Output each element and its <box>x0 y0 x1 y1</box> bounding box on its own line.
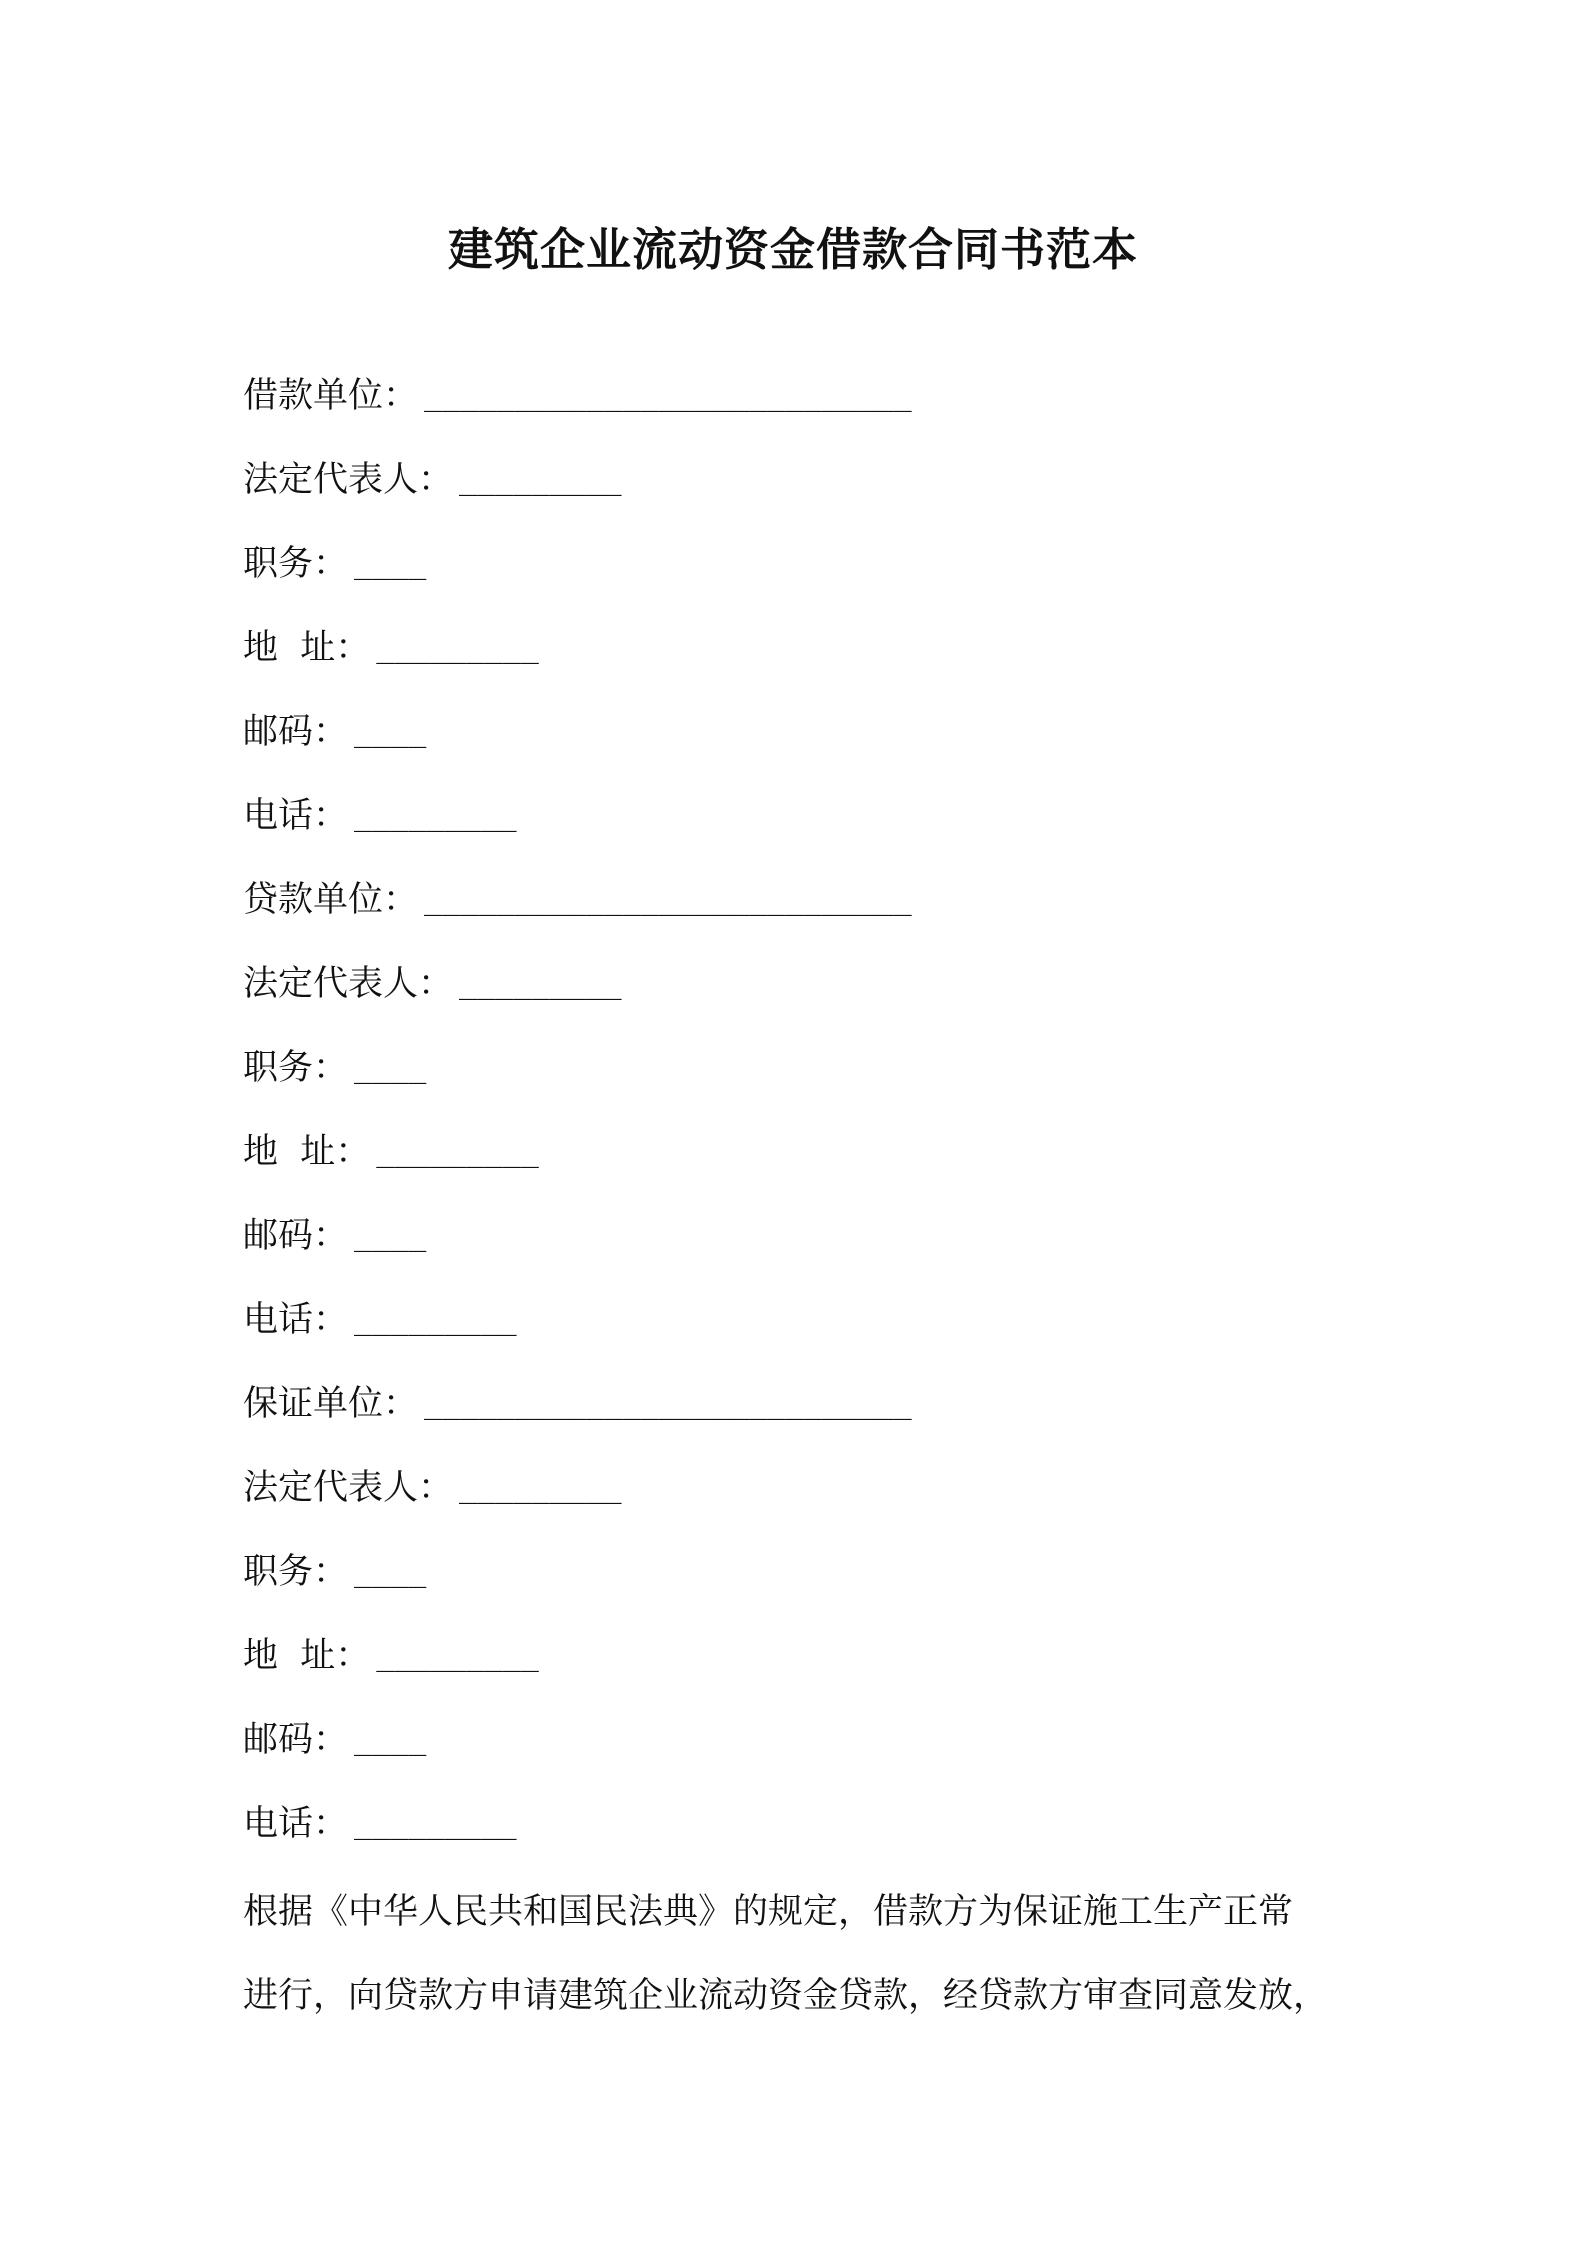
field-label: 保证单位： <box>243 1384 419 1424</box>
field-blank: _________ <box>354 1806 517 1841</box>
field-label: 职务： <box>243 1048 349 1088</box>
guarantor-position-row <box>243 1544 1363 1628</box>
field-label: 借款单位： <box>243 376 419 416</box>
guarantor-address-row <box>243 1628 1363 1712</box>
field-blank: ____ <box>354 546 427 581</box>
document-title: 建筑企业流动资金借款合同书范本 <box>447 223 1138 276</box>
field-label: 地 址： <box>243 628 371 668</box>
body-line: 进行，向贷款方申请建筑企业流动资金贷款，经贷款方审查同意发放， <box>243 1976 1329 2016</box>
lender-phone-row <box>243 1292 1363 1376</box>
field-blank: _________ <box>354 798 517 833</box>
guarantor-legal-rep-row <box>243 1460 1363 1544</box>
field-blank: ___________________________ <box>424 882 912 917</box>
field-blank: ____ <box>354 1218 427 1253</box>
field-label: 邮码： <box>243 1216 349 1256</box>
field-label: 地 址： <box>243 1132 371 1172</box>
field-label: 邮码： <box>243 1720 349 1760</box>
lender-position-row <box>243 1040 1363 1124</box>
field-blank: _________ <box>354 1302 517 1337</box>
field-label: 法定代表人： <box>243 460 454 500</box>
borrower-phone-row <box>243 788 1363 872</box>
field-blank: ____ <box>354 714 427 749</box>
field-blank: ___________________________ <box>424 378 912 413</box>
field-label: 贷款单位： <box>243 880 419 920</box>
field-label: 电话： <box>243 1300 349 1340</box>
field-blank: _________ <box>459 462 622 497</box>
field-blank: _________ <box>459 966 622 1001</box>
lender-legal-rep-row <box>243 956 1363 1040</box>
borrower-legal-rep-row <box>243 452 1363 536</box>
field-blank: _________ <box>376 1638 539 1673</box>
field-label: 地 址： <box>243 1636 371 1676</box>
field-label: 邮码： <box>243 712 349 752</box>
borrower-postcode-row <box>243 704 1363 788</box>
field-label: 法定代表人： <box>243 964 454 1004</box>
field-blank: _________ <box>459 1470 622 1505</box>
guarantor-phone-row <box>243 1796 1363 1880</box>
field-blank: _________ <box>376 1134 539 1169</box>
borrower-address-row <box>243 620 1363 704</box>
guarantor-postcode-row <box>243 1712 1363 1796</box>
guarantor-unit-row <box>243 1376 1363 1460</box>
field-label: 电话： <box>243 796 349 836</box>
field-label: 职务： <box>243 1552 349 1592</box>
field-label: 电话： <box>243 1804 349 1844</box>
lender-unit-row <box>243 872 1363 956</box>
field-blank: ____ <box>354 1554 427 1589</box>
field-blank: _________ <box>376 630 539 665</box>
lender-address-row <box>243 1124 1363 1208</box>
borrower-position-row <box>243 536 1363 620</box>
contract-body-paragraph <box>243 1870 1363 2038</box>
body-line: 根据《中华人民共和国民法典》的规定，借款方为保证施工生产正常 <box>243 1892 1294 1932</box>
field-label: 职务： <box>243 544 349 584</box>
field-blank: ____ <box>354 1050 427 1085</box>
borrower-unit-row <box>243 368 1363 452</box>
party-fields <box>243 368 1363 1880</box>
lender-postcode-row <box>243 1208 1363 1292</box>
field-blank: ___________________________ <box>424 1386 912 1421</box>
field-blank: ____ <box>354 1722 427 1757</box>
field-label: 法定代表人： <box>243 1468 454 1508</box>
